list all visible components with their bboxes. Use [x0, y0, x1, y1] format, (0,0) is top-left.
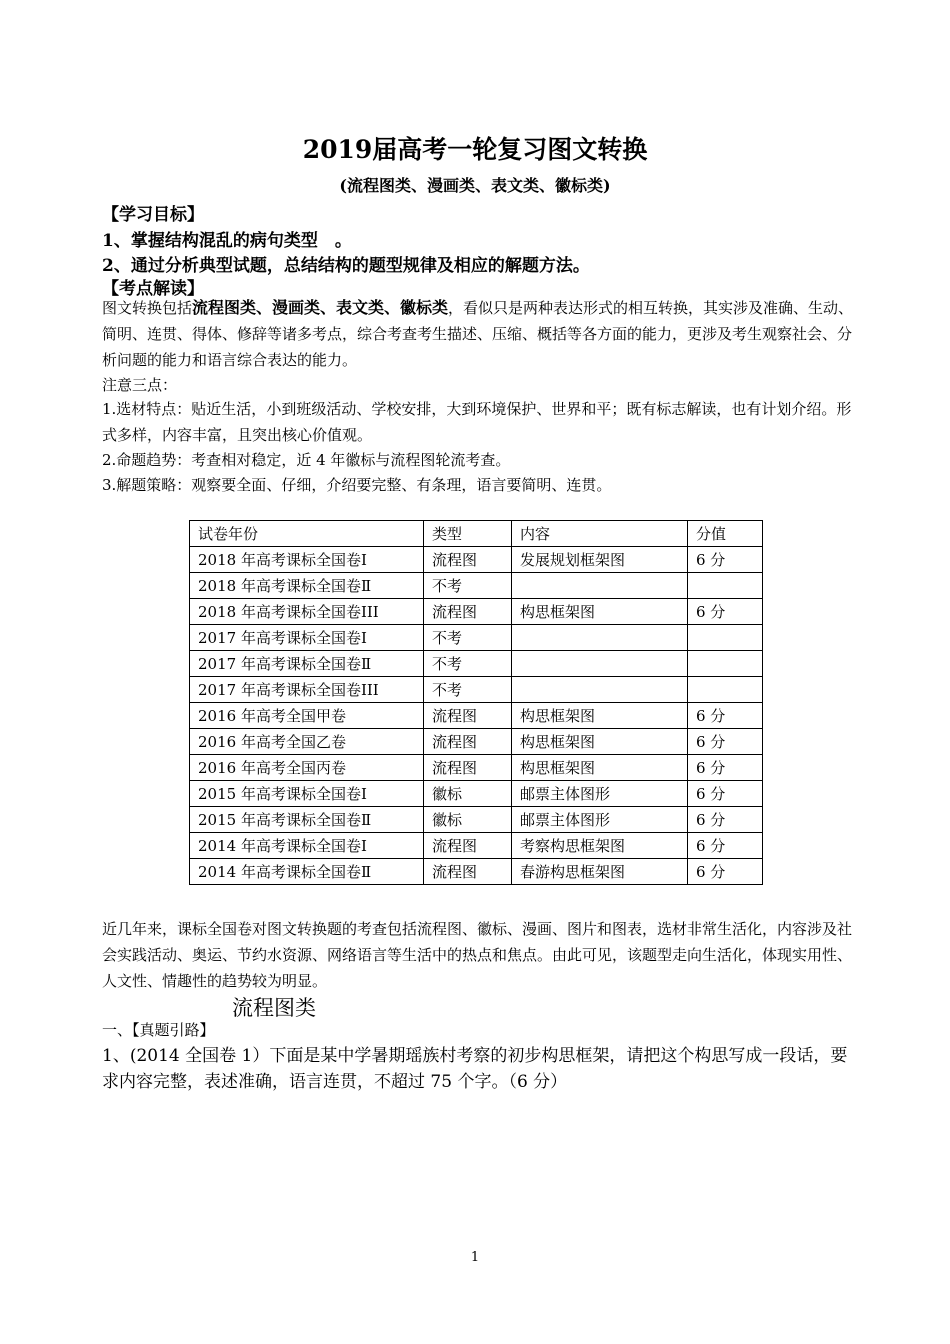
- table-row: [190, 573, 763, 599]
- table-cell: 流程图: [424, 547, 512, 573]
- table-cell: 不考: [424, 573, 512, 599]
- table-cell: 6 分: [688, 729, 763, 755]
- table-cell: 2018 年高考课标全国卷Ⅱ: [190, 573, 424, 599]
- table-row: [190, 599, 763, 625]
- table-cell: 构思框架图: [512, 599, 688, 625]
- table-cell: 流程图: [424, 859, 512, 885]
- section-title: 流程图类: [232, 996, 316, 1020]
- table-cell: 构思框架图: [512, 729, 688, 755]
- table-row: [190, 807, 763, 833]
- table-cell: 6 分: [688, 833, 763, 859]
- table-row: [190, 651, 763, 677]
- table-cell: [512, 625, 688, 651]
- table-row: [190, 703, 763, 729]
- table-cell: 构思框架图: [512, 703, 688, 729]
- table-cell: 流程图: [424, 703, 512, 729]
- header-cell: 类型: [424, 521, 512, 547]
- intro-text-pre: 图文转换包括: [102, 299, 193, 317]
- summary-paragraph: 近几年来，课标全国卷对图文转换题的考查包括流程图、徽标、漫画、图片和图表，选材非常生活化，内容涉及社会实践活动、奥运、节约水资源、网络语言等生活中的热点和焦点。由此可见，该题型走向生活化，体现实用性、人文性、情趣性的趋势较为明显。: [102, 920, 853, 990]
- page-number: 1: [470, 1250, 480, 1265]
- note-point-2: 2.命题趋势：考查相对稳定，近 4 年徽标与流程图轮流考查。: [102, 451, 511, 469]
- table-cell: 6 分: [688, 807, 763, 833]
- table-cell: 6 分: [688, 703, 763, 729]
- question-1: 1、(2014 全国卷 1）下面是某中学暑期瑶族村考察的初步构思框架，请把这个构思写成一段话，要求内容完整，表述准确，语言连贯，不超过 75 个字。（6 分）: [102, 1046, 848, 1092]
- intro-text-post: ，看似只是两种表达形式的相互转换，其实涉及准确、生动、简明、连贯、得体、修辞等诸多考点，综合考查考生描述、压缩、概括等各方面的能力，更涉及考生观察社会、分析问题的能力和语言综合表达的能力。: [102, 299, 854, 369]
- table-row: [190, 677, 763, 703]
- table-cell: 流程图: [424, 833, 512, 859]
- table-cell: 2017 年高考课标全国卷Ⅱ: [190, 651, 424, 677]
- table-cell: 不考: [424, 651, 512, 677]
- table-cell: [512, 573, 688, 599]
- goal-item-2: 2、通过分析典型试题，总结结构的题型规律及相应的解题方法。: [102, 256, 590, 276]
- table-cell: 2018 年高考课标全国卷III: [190, 599, 424, 625]
- table-cell: [512, 677, 688, 703]
- table-row: [190, 755, 763, 781]
- table-row: [190, 781, 763, 807]
- goals-heading: 【学习目标】: [102, 205, 204, 225]
- table-row: [190, 729, 763, 755]
- table-cell: [688, 651, 763, 677]
- table-cell: 考察构思框架图: [512, 833, 688, 859]
- goal-item-1: 1、掌握结构混乱的病句类型 。: [102, 231, 352, 251]
- table-row: [190, 547, 763, 573]
- table-cell: 发展规划框架图: [512, 547, 688, 573]
- table-cell: [688, 625, 763, 651]
- table-cell: 2014 年高考课标全国卷Ⅱ: [190, 859, 424, 885]
- table-cell: 2018 年高考课标全国卷Ⅰ: [190, 547, 424, 573]
- table-cell: 邮票主体图形: [512, 781, 688, 807]
- table-cell: [512, 651, 688, 677]
- table-cell: 2016 年高考全国乙卷: [190, 729, 424, 755]
- table-row: [190, 859, 763, 885]
- table-cell: 6 分: [688, 781, 763, 807]
- table-header-row: [190, 521, 763, 547]
- analysis-heading: 【考点解读】: [102, 279, 204, 299]
- table-cell: 流程图: [424, 755, 512, 781]
- table-cell: 2017 年高考课标全国卷Ⅰ: [190, 625, 424, 651]
- table-cell: 不考: [424, 625, 512, 651]
- page-title: 2019届高考一轮复习图文转换: [302, 135, 648, 164]
- header-cell: 内容: [512, 521, 688, 547]
- header-cell: 试卷年份: [190, 521, 424, 547]
- table-cell: 构思框架图: [512, 755, 688, 781]
- table-cell: 不考: [424, 677, 512, 703]
- intro-text-bold: 流程图类、漫画类、表文类、徽标类: [192, 298, 449, 317]
- analysis-intro: [102, 295, 858, 373]
- table-cell: 6 分: [688, 599, 763, 625]
- table-cell: 6 分: [688, 547, 763, 573]
- table-row: [190, 625, 763, 651]
- notes-heading: 注意三点：: [102, 376, 178, 394]
- note-point-1: 1.选材特点：贴近生活，小到班级活动、学校安排，大到环境保护、世界和平；既有标志解读，也有计划介绍。形式多样，内容丰富，且突出核心价值观。: [102, 400, 852, 444]
- table-cell: 流程图: [424, 729, 512, 755]
- table-cell: 徽标: [424, 781, 512, 807]
- note-point-3: 3.解题策略：观察要全面、仔细，介绍要完整、有条理，语言要简明、连贯。: [102, 476, 612, 494]
- subsection-heading: 一、【真题引路】: [102, 1021, 215, 1039]
- table-cell: 2017 年高考课标全国卷III: [190, 677, 424, 703]
- exam-table: [189, 520, 763, 885]
- table-row: [190, 833, 763, 859]
- table-cell: 2015 年高考课标全国卷Ⅱ: [190, 807, 424, 833]
- table-cell: [688, 677, 763, 703]
- table-cell: 邮票主体图形: [512, 807, 688, 833]
- page-subtitle: (流程图类、漫画类、表文类、徽标类): [339, 176, 611, 195]
- table-cell: 2015 年高考课标全国卷Ⅰ: [190, 781, 424, 807]
- table-cell: 2016 年高考全国甲卷: [190, 703, 424, 729]
- table-cell: 2014 年高考课标全国卷Ⅰ: [190, 833, 424, 859]
- table-cell: 2016 年高考全国丙卷: [190, 755, 424, 781]
- header-cell: 分值: [688, 521, 763, 547]
- table-cell: [688, 573, 763, 599]
- table-cell: 徽标: [424, 807, 512, 833]
- table-cell: 6 分: [688, 859, 763, 885]
- table-cell: 6 分: [688, 755, 763, 781]
- table-cell: 流程图: [424, 599, 512, 625]
- table-cell: 春游构思框架图: [512, 859, 688, 885]
